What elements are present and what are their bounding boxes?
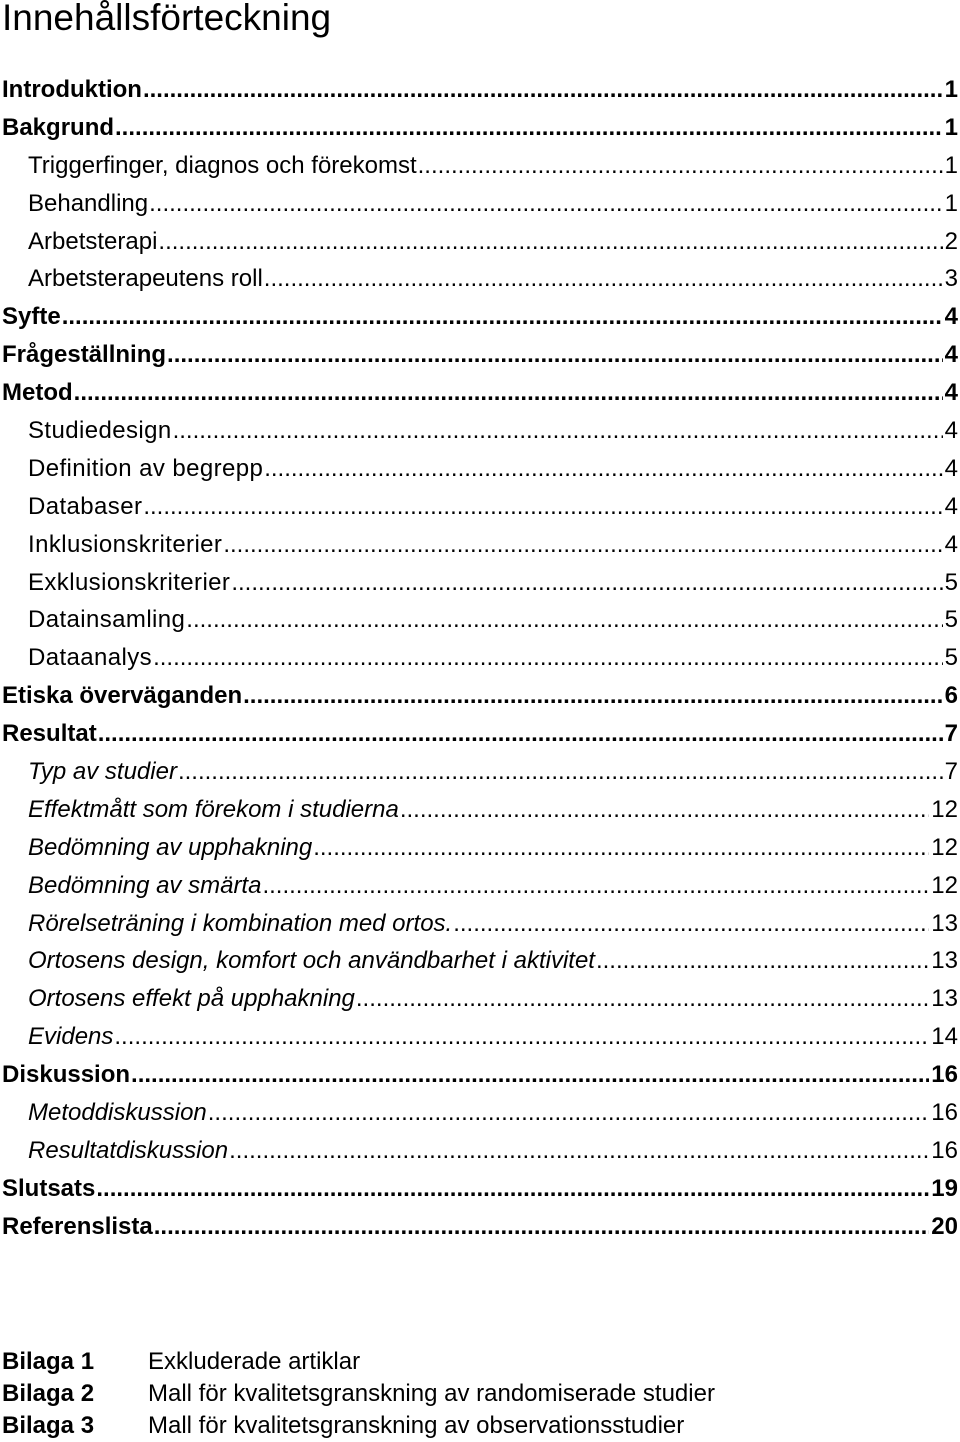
toc-entry-page-number: 13 [931,909,958,937]
toc-entry-page-number: 12 [931,833,958,861]
toc-entry-title: Bedömning av smärta [28,871,262,899]
toc-entry-page-number: 4 [944,303,958,331]
toc-entry-page-number: 5 [944,644,958,672]
dot-leader [154,1208,930,1246]
toc-entry[interactable] [2,147,958,185]
dot-leader [453,905,929,943]
toc-entry-page-number: 6 [944,682,958,710]
appendix-entry [2,1410,958,1442]
appendix-entry [2,1378,958,1410]
toc-entry-title: Datainsamling [28,606,186,634]
page-title: Innehållsförteckning [2,0,332,38]
appendix-label: Bilaga 1 [2,1348,95,1375]
toc-entry[interactable] [2,905,958,943]
toc-entry-title: Arbetsterapi [28,227,158,255]
toc-entry-title: Diskussion [2,1061,131,1089]
toc-entry[interactable] [2,71,958,109]
toc-entry-page-number: 4 [944,417,958,445]
toc-entry-page-number: 1 [944,76,958,103]
toc-entry-page-number: 13 [931,985,958,1013]
toc-entry-page-number: 4 [944,379,958,407]
dot-leader [262,867,929,905]
toc-entry[interactable] [2,677,958,715]
appendix-list [2,1346,958,1442]
toc-entry-title: Slutsats [2,1174,96,1202]
toc-entry-page-number: 3 [944,265,958,293]
toc-entry-page-number: 1 [944,189,958,217]
dot-leader [223,526,942,564]
toc-entry-page-number: 13 [931,947,958,975]
dot-leader [143,71,943,109]
dot-leader [62,298,943,336]
toc-entry[interactable] [2,1094,958,1132]
toc-entry-title: Behandling [28,189,149,217]
toc-entry[interactable] [2,753,958,791]
toc-entry-title: Evidens [28,1023,114,1051]
toc-entry-page-number: 20 [931,1212,958,1240]
toc-entry[interactable] [2,639,958,677]
dot-leader [96,1170,929,1208]
toc-entry-page-number: 1 [944,151,958,179]
toc-entry-page-number: 12 [931,795,958,823]
toc-entry-page-number: 1 [944,113,958,141]
toc-entry[interactable] [2,829,958,867]
dot-leader [178,753,943,791]
dot-leader [173,412,943,450]
appendix-description: Mall för kvalitetsgranskning av randomiserade studier [148,1380,715,1407]
toc-entry-title: Triggerfinger, diagnos och förekomst [28,151,417,179]
toc-entry[interactable] [2,526,958,564]
appendix-entry [2,1346,958,1378]
toc-entry[interactable] [2,260,958,298]
dot-leader [596,942,929,980]
toc-entry-page-number: 2 [944,227,958,255]
toc-entry[interactable] [2,185,958,223]
dot-leader [356,980,929,1018]
dot-leader [208,1094,930,1132]
toc-entry-page-number: 14 [931,1023,958,1051]
dot-leader [418,147,943,185]
toc-entry-title: Dataanalys [28,644,153,672]
toc-entry-page-number: 7 [944,720,958,748]
toc-entry-title: Frågeställning [2,341,167,369]
toc-entry[interactable] [2,942,958,980]
toc-entry-page-number: 16 [931,1136,958,1164]
dot-leader [114,1018,929,1056]
appendix-description: Exkluderade artiklar [148,1348,361,1375]
toc-entry[interactable] [2,564,958,602]
toc-entry-page-number: 7 [944,758,958,786]
toc-entry-page-number: 4 [944,454,958,482]
toc-entry[interactable] [2,867,958,905]
toc-entry-page-number: 4 [944,492,958,520]
table-of-contents [2,71,958,1246]
dot-leader [153,639,943,677]
toc-entry[interactable] [2,223,958,261]
toc-entry[interactable] [2,715,958,753]
toc-entry-title: Rörelseträning i kombination med ortos. [28,909,453,937]
toc-entry-title: Ortosens effekt på upphakning [28,985,355,1013]
dot-leader [264,260,943,298]
toc-entry-title: Studiedesign [28,417,172,445]
toc-entry-title: Etiska överväganden [2,682,243,710]
toc-entry-title: Typ av studier [28,758,177,786]
appendix-label: Bilaga 2 [2,1380,95,1407]
toc-entry-title: Effektmått som förekom i studierna [28,795,399,823]
toc-entry-title: Resultat [2,720,97,748]
appendix-label: Bilaga 3 [2,1412,95,1439]
toc-entry-title: Arbetsterapeutens roll [28,265,263,293]
toc-entry-page-number: 5 [944,568,958,596]
toc-entry-title: Databaser [28,492,143,520]
toc-entry-page-number: 4 [944,341,958,369]
toc-entry-title: Ortosens design, komfort och användbarhet i aktivitet [28,947,595,975]
toc-entry-page-number: 5 [944,606,958,634]
toc-entry[interactable] [2,412,958,450]
dot-leader [400,791,929,829]
toc-entry-title: Definition av begrepp [28,454,264,482]
toc-entry-title: Bakgrund [2,113,115,141]
toc-entry[interactable] [2,1170,958,1208]
toc-entry-title: Syfte [2,303,61,331]
toc-entry-title: Introduktion [2,76,142,103]
toc-entry-title: Exklusionskriterier [28,568,231,596]
dot-leader [98,715,943,753]
toc-entry-title: Referenslista [2,1212,153,1240]
dot-leader [167,336,943,374]
toc-entry-title: Inklusionskriterier [28,530,223,558]
toc-entry-page-number: 19 [931,1174,958,1202]
dot-leader [149,185,943,223]
toc-entry-title: Resultatdiskussion [28,1136,229,1164]
toc-entry[interactable] [2,1056,958,1094]
dot-leader [131,1056,929,1094]
toc-entry[interactable] [2,1018,958,1056]
dot-leader [115,109,943,147]
toc-entry-page-number: 16 [931,1099,958,1127]
dot-leader [186,601,942,639]
toc-entry-page-number: 4 [944,530,958,558]
dot-leader [229,1132,929,1170]
toc-entry[interactable] [2,450,958,488]
toc-entry[interactable] [2,374,958,412]
toc-entry[interactable] [2,1208,958,1246]
toc-entry[interactable] [2,791,958,829]
toc-entry[interactable] [2,1132,958,1170]
dot-leader [313,829,929,867]
toc-entry-page-number: 12 [931,871,958,899]
toc-entry-title: Metod [2,379,73,407]
dot-leader [158,223,942,261]
toc-entry[interactable] [2,980,958,1018]
dot-leader [264,450,942,488]
appendix-description: Mall för kvalitetsgranskning av observationsstudier [148,1412,685,1439]
toc-entry[interactable] [2,336,958,374]
dot-leader [143,488,942,526]
toc-entry[interactable] [2,298,958,336]
toc-entry[interactable] [2,488,958,526]
toc-entry[interactable] [2,601,958,639]
toc-entry-title: Bedömning av upphakning [28,833,313,861]
toc-entry-page-number: 16 [931,1061,958,1089]
dot-leader [231,564,942,602]
toc-entry[interactable] [2,109,958,147]
toc-entry-title: Metoddiskussion [28,1099,207,1127]
dot-leader [74,374,943,412]
dot-leader [243,677,943,715]
